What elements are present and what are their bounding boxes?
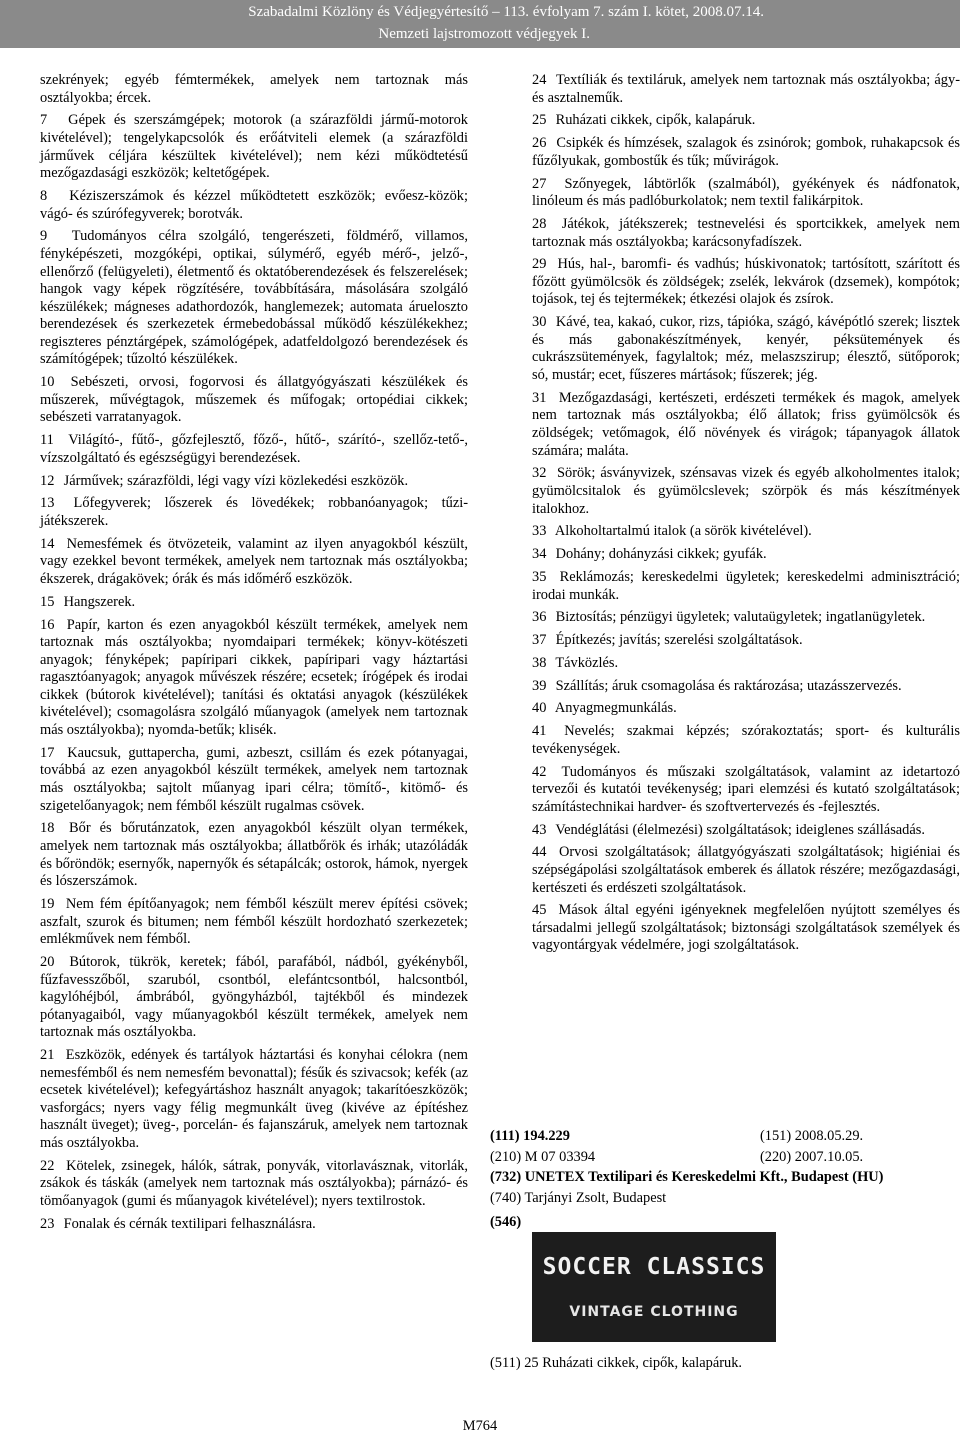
class-number: 12: [40, 472, 55, 489]
class-description: Orvosi szolgáltatások; állatgyógyászati szolgáltatások; higiéniai és szépségápolási szolgáltatások emberek és állatok részére; mezőgazdasági, kertészeti és erdészeti szolgáltatások.: [532, 844, 960, 896]
trademark-record: [490, 1126, 960, 1233]
class-number: 27: [532, 175, 547, 192]
class-number: 45: [532, 902, 547, 919]
class-item: [532, 523, 960, 541]
class-number: 26: [532, 135, 547, 152]
page-number: M764: [462, 1418, 498, 1434]
class-description: Textíliák és textiláruk, amelyek nem tartoznak más osztályokba; ágy- és asztalneműk.: [532, 72, 960, 106]
class-description: Eszközök, edények és tartályok háztartási és konyhai célokra (nem nemesfémből és nem nemesfém bevonattal); fésűk és szivacsok; kefék (az ecsetek kivételével); kefegyártáshoz használt anyagok; takarítóeszközök; vasforgács; nyers vagy félig megmunkált üveg (kivéve az építéshez használt üveget); üveg-, porcelán- és fajanszáruk, amelyek nem tartoznak más osztályokba.: [40, 1047, 468, 1152]
class-item: [532, 546, 960, 564]
class-description: Bőr és bőrutánzatok, ezen anyagokból készült olyan termékek, amelyek nem tartoznak más osztályokba; állatbőrök és irhák; utazóládák és bőröndök; esernyők, napernyők és sétapálcák; ostorok, hámok, nyergek és lószerszámok.: [40, 820, 468, 890]
class-item: [532, 176, 960, 211]
class-number: 15: [40, 593, 55, 610]
class-number: 40: [532, 700, 547, 717]
class-item: [532, 764, 960, 817]
class-item: [40, 495, 468, 530]
class-number: 20: [40, 953, 55, 970]
class-item: [532, 135, 960, 170]
class-item: [40, 1158, 468, 1211]
class-number: 23: [40, 1215, 55, 1232]
class-item: [532, 902, 960, 955]
record-row-1: [490, 1126, 960, 1147]
class-item: [40, 112, 468, 182]
class-description: Bútorok, tükrök, keretek; fából, parafából, nádból, gyékényből, fűzfavesszőből, szaruból, csontból, elefántcsontból, halcsontból, kagylóhéjból, ámbrából, gyöngyházból, tajtékből és mindezek pótanyagaiból, vagy műanyagokból készült termékek, amelyek nem tartoznak más osztályokba.: [40, 953, 468, 1041]
registration-date: (151) 2008.05.29.: [760, 1128, 864, 1144]
class-number: 25: [532, 112, 547, 129]
class-item: [40, 820, 468, 890]
left-column: [40, 72, 468, 1239]
class-description: Gépek és szerszámgépek; motorok (a szárazföldi jármű-motorok kivételével); tengelykapcsolók és erőátviteli elemek (a szárazföldi járművek céljára készültek kivételével); nem kézi működtetésű mezőgazdasági eszközök; keltetőgépek.: [40, 112, 468, 182]
class-item: [532, 678, 960, 696]
class-number: 17: [40, 744, 55, 761]
class-description: Papír, karton és ezen anyagokból készült termékek, amelyek nem tartoznak más osztályokba; nyomdaipari termékek; könyv-kötészeti anyagok; fényképek; papíripari cikkek, papíripari vagy háztartási ragasztóanyagok; anyagok művészek részére; ecsetek; írógépek és irodai cikkek (bútorok kivételével); tanítási és oktatási anyagok (készülékek kivételével); csomagolásra szolgáló műanyagok (amelyek nem tartoznak más osztályokba); nyomda-betűk; klisék.: [40, 616, 468, 739]
class-description: Ruházati cikkek, cipők, kalapáruk.: [555, 112, 756, 129]
class-item: [532, 390, 960, 460]
class-item: [532, 216, 960, 251]
trademark-logo-image: [532, 1232, 776, 1342]
class-description: Vendéglátási (élelmezési) szolgáltatások; ideiglenes szállásadás.: [555, 821, 925, 838]
logo-text-sub: VINTAGE CLOTHING: [569, 1304, 739, 1320]
class-number: 30: [532, 314, 547, 331]
logo-text-main: SOCCER CLASSICS: [542, 1254, 766, 1280]
class-item: [532, 655, 960, 673]
class-number: 41: [532, 723, 547, 740]
class-number: 34: [532, 546, 547, 563]
class-number: 37: [532, 632, 547, 649]
class-description: Világító-, fűtő-, gőzfejlesztő, főző-, hűtő-, szárító-, szellőz-tető-, vízszolgáltató és egészségügyi berendezések.: [40, 432, 468, 466]
class-item: [40, 745, 468, 815]
class-number: 21: [40, 1047, 55, 1064]
class-item: [40, 896, 468, 949]
class-item: [532, 632, 960, 650]
class-number: 13: [40, 495, 55, 512]
mark-label: (546): [490, 1214, 522, 1230]
class-item: [532, 844, 960, 897]
class-number: 10: [40, 374, 55, 391]
class-description: Kávé, tea, kakaó, cukor, rizs, tápióka, szágó, kávépótló szerek; lisztek és más gabonakészítmények, kenyér, péksütemények és cukrászsütemények, fagylaltok; méz, melaszszirup; élesztő, sütőporok; só, mustár; ecet, fűszeres mártások; fűszerek; jég.: [532, 314, 960, 384]
class-item: [532, 723, 960, 758]
class-item: [40, 432, 468, 467]
page-header: [0, 0, 960, 48]
class-number: 18: [40, 820, 55, 837]
class-number: 32: [532, 465, 547, 482]
class-number: 38: [532, 654, 547, 671]
class-number: 29: [532, 256, 547, 273]
class-description: Szőnyegek, lábtörlők (szalmából), gyékények és nádfonatok, linóleum és más padlóburkolatok; nem textil falikárpitok.: [532, 175, 960, 210]
class-description: Sörök; ásványvizek, szénsavas vizek és egyéb alkoholmentes italok; gyümölcsitalok és gyümölcslevek; szörpök és más készítmények italokhoz.: [532, 465, 960, 517]
class-description: Nevelés; szakmai képzés; szórakoztatás; sport- és kulturális tevékenységek.: [532, 723, 960, 757]
class-number: 36: [532, 609, 547, 626]
class-item: [40, 473, 468, 491]
representative: (740) Tarjányi Zsolt, Budapest: [490, 1189, 667, 1206]
class-item: [532, 609, 960, 627]
class-item: [532, 700, 960, 718]
class-description: Tudományos és műszaki szolgáltatások, valamint az idetartozó tervezői és kutatói tevékenység; ipari elemzési és kutató szolgáltatások; számítástechnikai hardver- és szoftvertervezés és -fejlesztés.: [532, 763, 960, 815]
class-description: Kaucsuk, guttapercha, gumi, azbeszt, csillám és ezek pótanyagai, továbbá az ezen anyagokból készült termékek, amelyek nem tartoznak más osztályokba; sajtolt műanyag ipari célra; tömítő-, kitömő- és szigetelőanyagok; nem fémből készült rugalmas csövek.: [40, 744, 468, 814]
section-title: Nemzeti lajstromozott védjegyek I.: [378, 26, 590, 42]
class-item: [532, 112, 960, 130]
class-number: 7: [40, 112, 48, 129]
class-number: 44: [532, 844, 547, 861]
registration-number: (111) 194.229: [490, 1128, 570, 1144]
continued-text: szekrények; egyéb fémtermékek, amelyek nem tartoznak más osztályokba; ércek.: [40, 72, 468, 106]
class-description: Szállítás; áruk csomagolása és raktározása; utazásszervezés.: [555, 677, 902, 694]
class-description: Anyagmegmunkálás.: [554, 700, 677, 717]
class-number: 31: [532, 389, 547, 406]
class-description: Nemesfémek és ötvözeteik, valamint az ilyen anyagokból készült, vagy ezekkel bevont termékek, amelyek nem tartoznak más osztályokba; ékszerek, drágakövek; órák és más időmérő eszközök.: [40, 535, 468, 587]
class-number: 28: [532, 215, 547, 232]
class-number: 33: [532, 523, 547, 540]
class-number: 8: [40, 187, 48, 204]
class-item: [40, 594, 468, 612]
class-number: 16: [40, 616, 55, 633]
right-class-list: [532, 72, 960, 955]
class-description: Csipkék és hímzések, szalagok és zsinórok; gombok, ruhakapcsok és fűzőlyukak, gombostűk és tűk; művirágok.: [532, 135, 960, 169]
class-description: Kéziszerszámok és kézzel működtetett eszközök; evőesz-közök; vágó- és szúrófegyverek; borotvák.: [40, 187, 468, 222]
class-item: [532, 822, 960, 840]
class-item: [40, 954, 468, 1042]
class-description: Reklámozás; kereskedelmi ügyletek; kereskedelmi adminisztráció; irodai munkák.: [532, 568, 960, 603]
goods-classification: (511) 25 Ruházati cikkek, cipők, kalapáruk.: [490, 1355, 743, 1371]
class-description: Kötelek, zsinegek, hálók, sátrak, ponyvák, vitorlavásznak, vitorlák, zsákok és táskák (amelyek nem tartoznak más osztályokba); párnázó- és tömőanyagok (gumi és műanyagok kivételével); nyers textilrostok.: [40, 1157, 469, 1210]
class-item: [40, 188, 468, 223]
right-column: [532, 72, 960, 960]
class-number: 14: [40, 535, 55, 552]
class-number: 19: [40, 895, 55, 912]
class-description: Hangszerek.: [63, 593, 136, 610]
class-description: Járművek; szárazföldi, légi vagy vízi közlekedési eszközök.: [63, 472, 409, 489]
class-number: 22: [40, 1157, 55, 1174]
class-item: [40, 228, 468, 369]
class-description: Hús, hal-, baromfi- és vadhús; húskivonatok; tartósított, szárított és főzött gyümölcsök és zöldségek; zselék, lekvárok (dzsemek), kompótok; tojások, tej és tejtermékek; étkezési olajok és zsírok.: [532, 256, 960, 308]
class-item: [532, 314, 960, 384]
class-description: Alkoholtartalmú italok (a sörök kivételével).: [554, 523, 812, 540]
class-item: [40, 536, 468, 589]
class-description: Távközlés.: [555, 654, 619, 671]
class-description: Dohány; dohányzási cikkek; gyufák.: [555, 546, 767, 563]
class-item: [532, 256, 960, 309]
class-number: 42: [532, 763, 547, 780]
class-number: 35: [532, 568, 547, 585]
class-description: Mezőgazdasági, kertészeti, erdészeti termékek és magok, amelyek nem tartoznak más osztályokba; élő állatok; friss gyümölcsök és zöldségek; vetőmagok, élő növények és virágok; tápanyagok állatok számára; maláta.: [532, 389, 960, 459]
class-item: [40, 1216, 468, 1234]
class-number: 39: [532, 677, 547, 694]
class-item: [532, 72, 960, 107]
class-description: Biztosítás; pénzügyi ügyletek; valutaügyletek; ingatlanügyletek.: [555, 609, 926, 626]
class-number: 43: [532, 821, 547, 838]
journal-title: Szabadalmi Közlöny és Védjegyértesítő – 113. évfolyam 7. szám I. kötet, 2008.07.14.: [248, 4, 764, 20]
class-number: 24: [532, 72, 547, 88]
class-description: Sebészeti, orvosi, fogorvosi és állatgyógyászati készülékek és műszerek, művégtagok, műszemek és műfogak; ortopédiai cikkek; sebészeti varratanyagok.: [40, 374, 468, 426]
holder: (732) UNETEX Textilipari és Kereskedelmi Kft., Budapest (HU): [490, 1169, 884, 1185]
class-item: [532, 465, 960, 518]
class-item: [40, 1047, 468, 1153]
class-item: [40, 374, 468, 427]
class-description: Fonalak és cérnák textilipari felhasználásra.: [63, 1215, 316, 1232]
class-description: Játékok, játékszerek; testnevelési és sportcikkek, amelyek nem tartoznak más osztályokba; karácsonyfadíszek.: [532, 215, 960, 250]
class-description: Mások által egyéni igényeknek megfelelően nyújtott személyes és társadalmi jellegű szolgáltatások; biztonsági szolgáltatások személyek és vagyontárgyak védelmére, jogi szolgáltatások.: [532, 902, 960, 954]
application-date: (220) 2007.10.05.: [760, 1148, 864, 1165]
class-description: Építkezés; javítás; szerelési szolgáltatások.: [555, 632, 803, 649]
class-item: [532, 569, 960, 604]
class-description: Nem fém építőanyagok; nem fémből készült merev építési csövek; aszfalt, szurok és bitumen; nem fémből készült hordozható szerkezetek; emlékművek nem fémből.: [40, 895, 468, 948]
class-description: Lőfegyverek; lőszerek és lövedékek; robbanóanyagok; tűzi-játékszerek.: [40, 495, 468, 529]
left-class-list: [40, 112, 468, 1233]
record-row-2: [490, 1147, 960, 1168]
class-number: 11: [40, 432, 54, 449]
class-description: Tudományos célra szolgáló, tengerészeti, földmérő, villamos, fényképészeti, mozgóképi, optikai, súlymérő, egyéb mérő-, jelző-, ellenőrző (felügyeleti), életmentő és oktatóberendezések és felszerelések; hangok vagy képek rögzítésére, továbbítására, másolására szolgáló készülékek; mágneses adathordozók, hanglemezek; automata árueloszto berendezések és szerkezetek érmebedobással működő készülékekhez; regiszteres pénztárgépek, számológépek, adatfeldolgozó berendezések és számítógépek; tűzoltó készülékek.: [40, 228, 468, 368]
application-number: (210) M 07 03394: [490, 1148, 596, 1165]
class-number: 9: [40, 228, 48, 245]
class-item: [40, 617, 468, 740]
